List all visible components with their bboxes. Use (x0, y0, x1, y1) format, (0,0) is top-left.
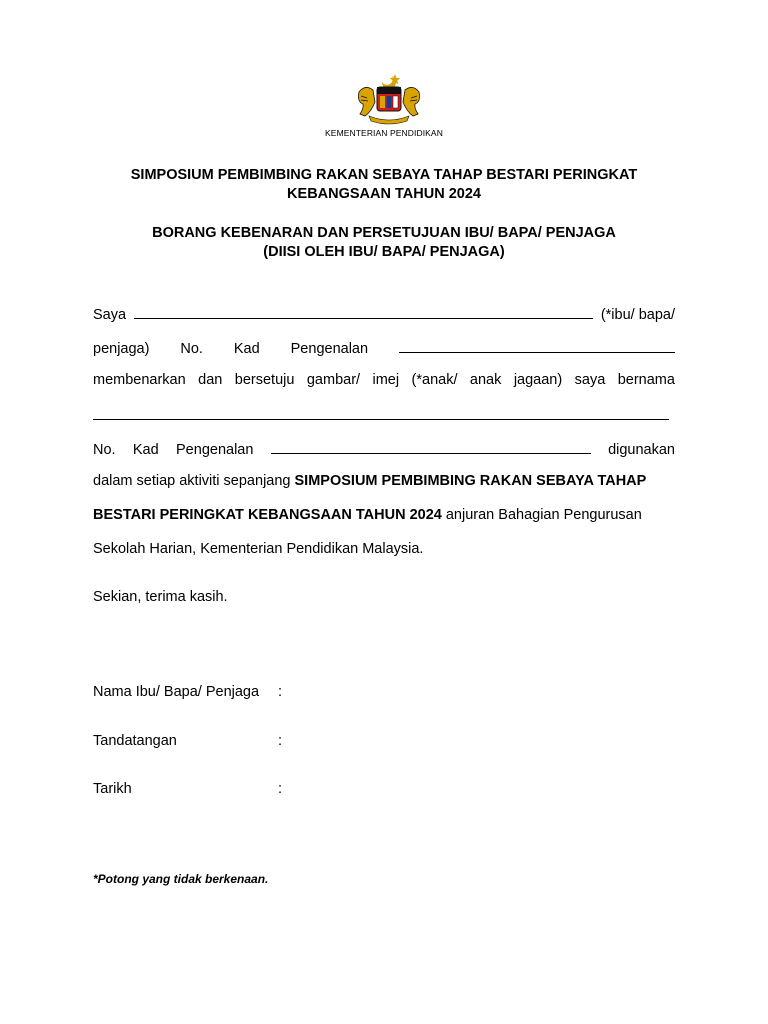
saya-word: Saya (93, 307, 127, 323)
kad-word: Kad (132, 442, 159, 458)
event-title-line-2: KEBANGSAAN TAHUN 2024 (287, 186, 481, 202)
child-name-field[interactable] (93, 405, 669, 420)
kad-word: Kad (233, 341, 260, 357)
footnote: *Potong yang tidak berkenaan. (93, 872, 269, 886)
pengenalan-word: Pengenalan (176, 442, 254, 458)
body-line-7 (93, 506, 675, 525)
consent-word: membenarkan (93, 372, 186, 388)
consent-word: dan (198, 372, 223, 388)
digunakan-word: digunakan (608, 442, 675, 458)
body-text: dalam setiap aktiviti sepanjang (93, 473, 295, 489)
pengenalan-word: Pengenalan (290, 341, 369, 357)
date-colon: : (278, 781, 283, 797)
child-ic-field[interactable] (271, 439, 591, 454)
body-line-2 (93, 338, 675, 359)
body-line-3 (93, 371, 675, 390)
signature-colon: : (278, 733, 283, 749)
body-line-8: Sekolah Harian, Kementerian Pendidikan Malaysia. (93, 541, 424, 557)
ministry-name: KEMENTERIAN PENDIDIKAN (325, 128, 443, 138)
consent-word: bersetuju (234, 372, 295, 388)
form-title-line-1: BORANG KEBENARAN DAN PERSETUJUAN IBU/ BAPA/ PENJAGA (152, 225, 616, 241)
consent-word: (*anak/ (411, 372, 458, 388)
body-line-4 (93, 405, 675, 426)
consent-word: jagaan) (513, 372, 563, 388)
event-name-bold: SIMPOSIUM PEMBIMBING RAKAN SEBAYA TAHAP (294, 473, 647, 489)
no-word: No. (180, 341, 203, 357)
malaysia-coat-of-arms-icon (349, 72, 429, 126)
no-word: No. (93, 442, 116, 458)
body-line-6 (93, 472, 675, 491)
penjaga-word: penjaga) (93, 341, 150, 357)
parent-name-label: Nama Ibu/ Bapa/ Penjaga (93, 684, 260, 700)
signature-label: Tandatangan (93, 733, 177, 749)
date-label: Tarikh (93, 781, 132, 797)
parent-name-colon: : (278, 684, 283, 700)
parent-role-options: (*ibu/ bapa/ (600, 307, 675, 323)
parent-ic-field[interactable] (399, 338, 675, 353)
parent-name-field[interactable] (134, 304, 593, 319)
closing-text: Sekian, terima kasih. (93, 589, 228, 605)
event-title (60, 166, 708, 204)
body-text: anjuran Bahagian Pengurusan (441, 507, 642, 523)
consent-word: saya (574, 372, 606, 388)
body-line-1 (93, 304, 675, 325)
event-title-line-1: SIMPOSIUM PEMBIMBING RAKAN SEBAYA TAHAP BESTARI PERINGKAT (130, 167, 638, 183)
consent-word: imej (372, 372, 400, 388)
consent-word: gambar/ (306, 372, 361, 388)
form-title-line-2: (DIISI OLEH IBU/ BAPA/ PENJAGA) (263, 244, 505, 260)
body-line-5 (93, 439, 675, 460)
form-title (60, 224, 708, 262)
event-name-bold: BESTARI PERINGKAT KEBANGSAAN TAHUN 2024 (93, 507, 442, 523)
consent-word: bernama (617, 372, 675, 388)
consent-word: anak (469, 372, 502, 388)
